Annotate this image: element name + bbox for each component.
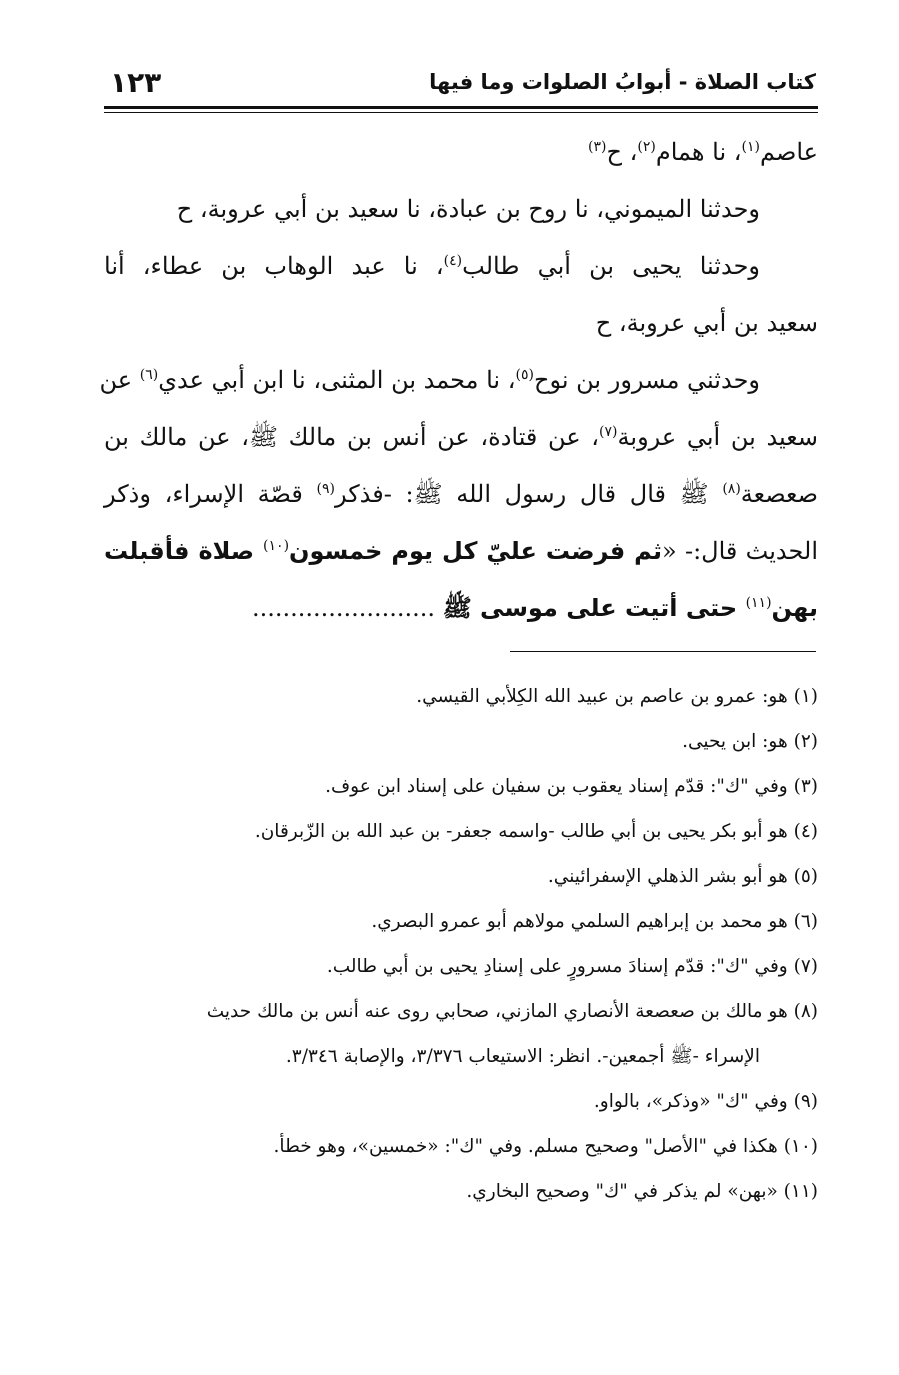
page-number: ١٢٣ — [110, 66, 162, 99]
footnote-4: (٤) هو أبو بكر يحيى بن أبي طالب -واسمه جعفر- بن عبد الله بن الزّبرقان. — [254, 821, 818, 842]
text-run: سعيد بن أبي عروبة، ح — [595, 309, 818, 337]
footnote-8: (٨) هو مالك بن صعصعة الأنصاري المازني، صحابي روى عنه أنس بن مالك حديث — [206, 1001, 818, 1022]
footnote-7: (٧) وفي "ك": قدّم إسنادَ مسرورٍ على إسنادِ يحيى بن أبي طالب. — [326, 956, 818, 977]
text-run: ، عن قتادة، عن أنس بن مالك ﷺ، عن مالك بن — [104, 423, 600, 451]
text-line-7 — [104, 466, 818, 523]
text-line-3 — [104, 238, 818, 295]
footnote-ref: (٤) — [443, 253, 463, 269]
footnote-9: (٩) وفي "ك" «وذكر»، بالواو. — [593, 1091, 818, 1112]
footnote-2: (٢) هو: ابن يحيى. — [682, 731, 818, 752]
footnote-ref: (٢) — [637, 139, 656, 155]
text-run: وحدثني مسرور بن نوح — [533, 366, 760, 394]
footnote-8-continued: الإسراء -ﷺ أجمعين-. انظر: الاستيعاب ٣/٣٧٦، والإصابة ٣/٣٤٦. — [285, 1046, 760, 1067]
footnote-ref: (١١) — [745, 595, 772, 611]
footnote-ref: (١٠) — [263, 538, 290, 554]
text-run: ﷺ قال قال رسول الله ﷺ: -فذكر — [334, 480, 723, 508]
text-line-5 — [99, 352, 818, 409]
header-rule-thick — [104, 106, 818, 109]
text-line-9 — [104, 580, 818, 637]
main-text — [99, 124, 819, 637]
text-line-1 — [104, 124, 818, 181]
text-run: ، ح — [606, 138, 638, 166]
footnote-6: (٦) هو محمد بن إبراهيم السلمي مولاهم أبو عمرو البصري. — [371, 911, 818, 932]
text-run: سعيد بن أبي عروبة — [617, 423, 818, 451]
text-run: عاصم — [760, 138, 818, 166]
footnote-ref: (٣) — [588, 139, 607, 155]
footnote-ref: (٨) — [722, 481, 741, 497]
text-run: صعصعة — [740, 480, 819, 508]
footnote-ref: (١) — [741, 139, 761, 155]
text-run: ، نا محمد بن المثنى، نا ابن أبي عدي — [158, 366, 516, 394]
footnote-11: (١١) «بهن» لم يذكر في "ك" وصحيح البخاري. — [466, 1181, 818, 1202]
footnote-divider — [510, 651, 816, 652]
text-run: عن — [99, 366, 140, 394]
footnote-ref: (٥) — [515, 367, 534, 383]
footnote-5: (٥) هو أبو بشر الذهلي الإسفرائيني. — [547, 866, 818, 887]
text-line-4 — [104, 295, 818, 352]
text-run: ، نا عبد الوهاب بن عطاء، أنا — [104, 252, 444, 280]
text-line-8 — [104, 523, 818, 580]
text-line-6 — [104, 409, 818, 466]
footnotes — [104, 674, 818, 1214]
text-run: الحديث قال:- « — [662, 537, 818, 565]
text-run: قصّة الإسراء، وذكر — [104, 480, 317, 508]
footnote-ref: (٩) — [316, 481, 335, 497]
bold-hadith-run: ثم فرضت عليّ كل يوم خمسون — [289, 537, 662, 565]
text-run: وحدثنا يحيى بن أبي طالب — [462, 252, 760, 280]
header-rule-thin — [104, 112, 818, 113]
footnote-ref: (٧) — [599, 424, 618, 440]
text-run: ، نا همام — [655, 138, 742, 166]
bold-hadith-run: بهن — [771, 594, 818, 622]
footnote-10: (١٠) هكذا في "الأصل" وصحيح مسلم. وفي "ك": «خمسين»، وهو خطأ. — [273, 1136, 818, 1157]
ellipsis-dots: ........................ — [251, 594, 443, 622]
bold-hadith-run: حتى أتيت على موسى ﷺ — [442, 594, 746, 622]
text-line-2 — [104, 181, 818, 238]
header-title: كتاب الصلاة - أبوابُ الصلوات وما فيها — [429, 70, 816, 94]
footnote-1: (١) هو: عمرو بن عاصم بن عبيد الله الكِلأبي القيسي. — [416, 686, 818, 707]
bold-hadith-run: صلاة فأقبلت — [104, 537, 264, 565]
running-header — [104, 66, 816, 108]
footnote-3: (٣) وفي "ك": قدّم إسناد يعقوب بن سفيان على إسناد ابن عوف. — [325, 776, 818, 797]
text-run: وحدثنا الميموني، نا روح بن عبادة، نا سعيد بن أبي عروبة، ح — [176, 195, 760, 223]
footnote-ref: (٦) — [139, 367, 159, 383]
